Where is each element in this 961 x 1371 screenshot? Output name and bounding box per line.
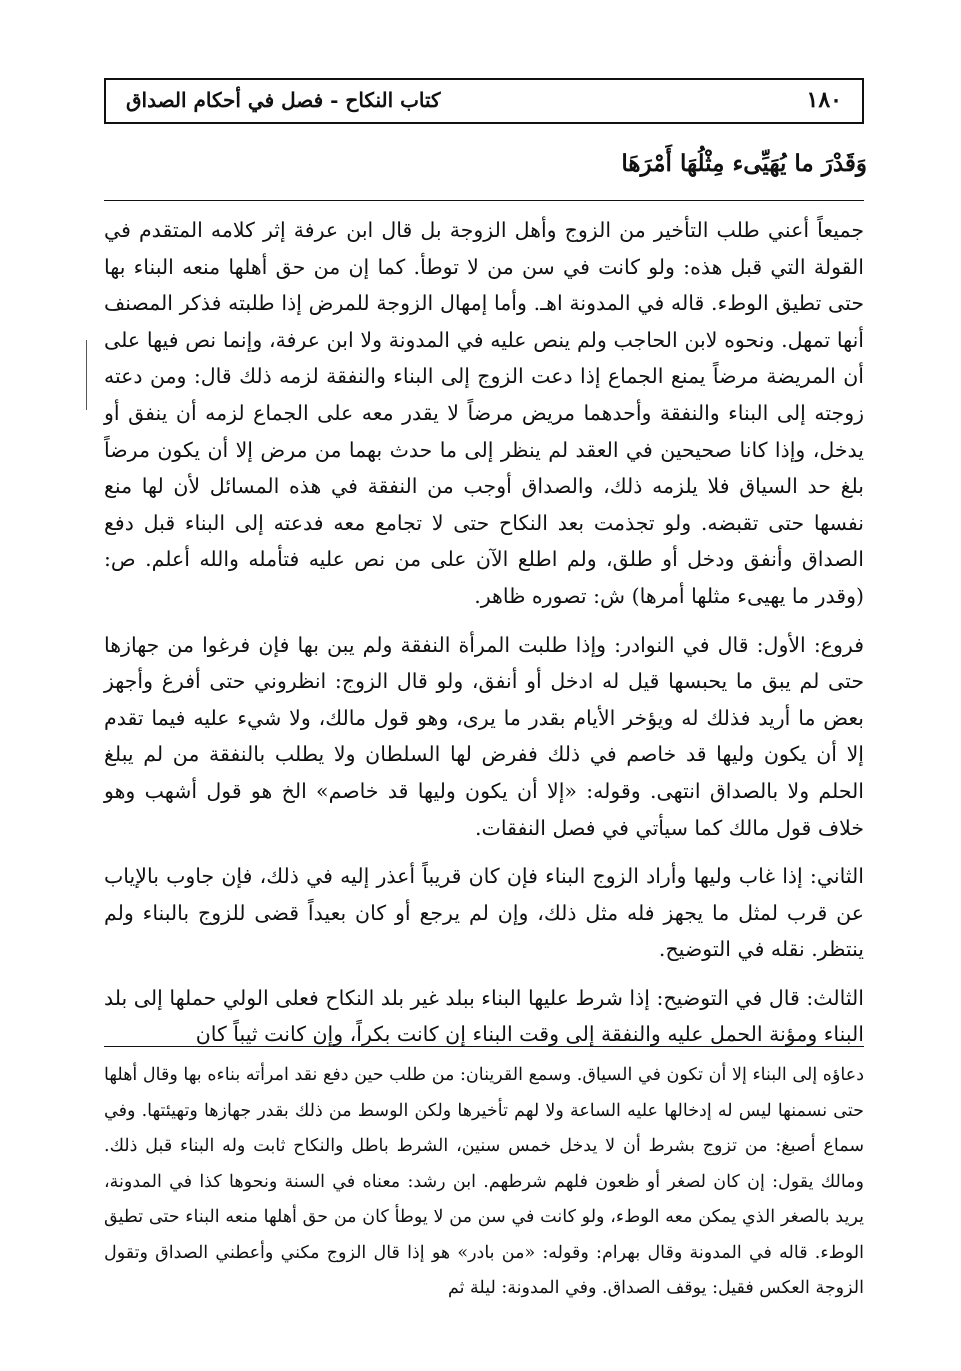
footnote-divider	[104, 1046, 864, 1047]
paragraph: الثالث: قال في التوضيح: إذا شرط عليها البناء ببلد غير بلد النكاح فعلى الولي حملها إلى بلد البناء ومؤنة الحمل عليه والنفقة إلى وقت البناء إن كانت بكراً، وإن كانت ثيباً كان	[104, 985, 864, 1047]
running-title: كتاب النكاح - فصل في أحكام الصداق	[126, 88, 441, 112]
paragraph: الثاني: إذا غاب وليها وأراد الزوج البناء فإن كان قريباً أعذر إليه في ذلك، فإن جاوب بالإياب عن قرب لمثل ما يجهز فله مثل ذلك، وإن لم يرجع أو كان بعيداً قضى للزوج بالبناء ولم ينتظر. نقله في التوضيح.	[104, 864, 864, 962]
paragraph: فروع: الأول: قال في النوادر: وإذا طلبت المرأة النفقة ولم يبن بها فإن فرغوا من جهازها حتى لم يبق ما يحبسها قيل له ادخل أو أنفق، ولو قال الزوج: انظروني حتى أفرغ وأجهز بعض ما أريد فذلك له ويؤخر الأيام بقدر ما يرى، وهو قول مالك، ولا شيء عليه فيما تقدم إلا أن يكون وليها قد خاصم في ذلك ففرض لها السلطان ولا يطلب بالنفقة من لم يبلغ الحلم ولا بالصداق انتهى. وقوله: «إلا أن يكون وليها قد خاصم» الخ هو قول أشهب وهو خلاف قول مالك كما سيأتي في فصل النفقات.	[104, 632, 864, 840]
matn-line: وَقَدْرَ ما يُهَيِّىء مِثْلُهَا أَمْرَهَا	[621, 150, 867, 177]
top-divider	[104, 200, 864, 201]
margin-mark	[86, 340, 87, 410]
page-number: ١٨٠	[806, 87, 842, 113]
footnote-text: دعاؤه إلى البناء إلا أن تكون في السياق. وسمع القرينان: من طلب حين دفع نقد امرأته بناءه بها وقال أهلها حتى نسمنها ليس له إدخالها عليه الساعة ولا لهم تأخيرها ولكن الوسط من ذلك بقدر جهازها وتهيئتها. وفي سماع أصبغ: من تزوج بشرط أن لا يدخل خمس سنين، الشرط باطل والنكاح ثابت وله البناء قبل ذلك. ومالك يقول: إن كان لصغر أو ظعون فلهم شرطهم. ابن رشد: معناه في السنة ونحوها كذا في المدونة، يريد بالصغر الذي يمكن معه الوطء، ولو كانت في سن من لا يوطأ كان من حق أهلها منعه البناء حتى تطيق الوطء. قاله في المدونة وقال بهرام: وقوله: «من بادر» هو إذا قال الزوج مكني وأعطني الصداق وتقول الزوجة العكس فقيل: يوقف الصداق. وفي المدونة: ليلة ثم	[104, 1065, 864, 1298]
footnote-section	[104, 1058, 864, 1307]
page-header	[104, 78, 864, 124]
paragraph: جميعاً أعني طلب التأخير من الزوج وأهل الزوجة بل قال ابن عرفة إثر كلامه المتقدم في القولة التي قبل هذه: ولو كانت في سن من لا توطأ. كما إن من حق أهلها منعه البناء بها حتى تطيق الوطء. قاله في المدونة اهـ. وأما إمهال الزوجة للمرض إذا طلبته فذكر المصنف أنها تمهل. ونحوه لابن الحاجب ولم ينص عليه في المدونة ولا ابن عرفة، وإنما نص فيها على أن المريضة مرضاً يمنع الجماع إذا دعت الزوج إلى البناء والنفقة لزمه ذلك قال: ومن دعته زوجته إلى البناء والنفقة وأحدهما مريض مرضاً لا يقدر معه على الجماع لزمه أن ينفق أو يدخل، وإذا كانا صحيحين في العقد لم ينظر إلى ما حدث بهما من مرض إلا أن يكون مرضاً بلغ حد السياق فلا يلزمه ذلك، والصداق أوجب من النفقة في هذه المسائل لأن لها منع نفسها حتى تقبضه. ولو تجذمت بعد النكاح حتى لا تجامع معه فدعته إلى البناء قبل دفع الصداق وأنفق ودخل أو طلق، ولم اطلع الآن على من نص عليه فتأمله والله أعلم. ص: (وقدر ما يهيىء مثلها أمرها) ش: تصوره ظاهر.	[104, 218, 864, 608]
commentary-body	[104, 212, 864, 1065]
